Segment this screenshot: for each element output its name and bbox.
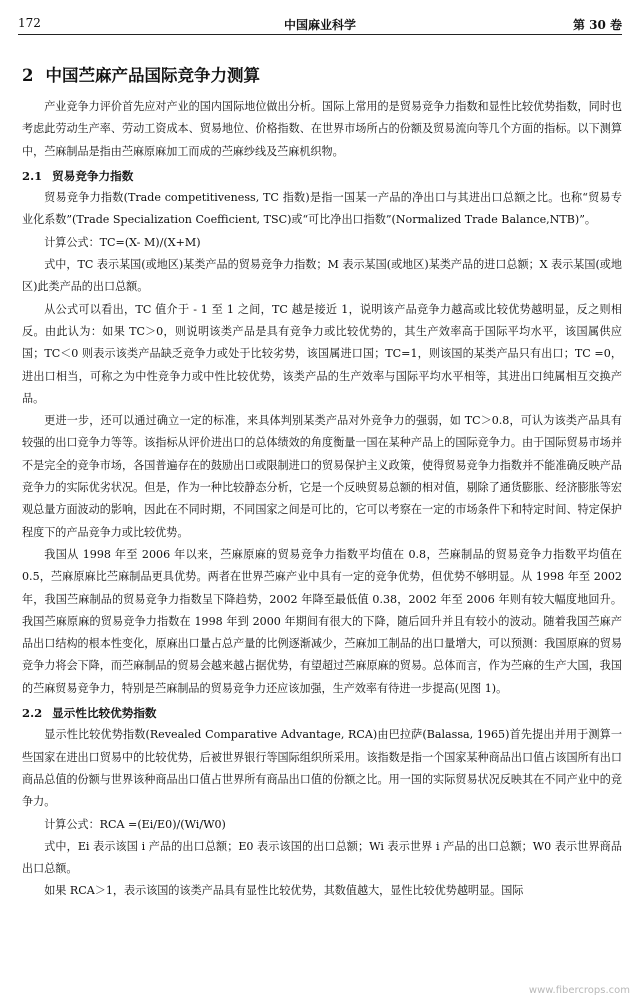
- page-number: 172: [18, 16, 41, 30]
- rca-variables-paragraph: 式中，Ei 表示该国 i 产品的出口总额；E0 表示该国的出口总额；Wi 表示世界 i 产品的出口总额；W0 表示世界商品出口总额。: [22, 839, 622, 876]
- rca-definition-paragraph: 显示性比较优势指数(Revealed Comparative Advantage, RCA)由巴拉萨(Balassa, 1965)首先提出并用于测算一些国家在进出口贸易中的比较优势，后被世界银行等国际组织所采用。该指数是指一个国家某种商品出口值占该国所有出口商品总值的份额与世界该种商品出口值占世界所有商品出口值的份额之比。用一国的实际贸易状况反映其在不同产业中的竞争力。: [22, 728, 622, 809]
- tc-china-paragraph: 我国从 1998 年至 2006 年以来，苎麻原麻的贸易竞争力指数平均值在 0.8，苎麻制品的贸易竞争力指数平均值在 0.5，苎麻原麻比苎麻制品更具优势。两者在世界苎麻产业中具有一定的竞争优势，但优势不够明显。从 1998 年至 2002 年，我国苎麻制品的贸易竞争力指数呈下降趋势，2002 年降至最低值 0.38，2002 年至 2006 年则有较大幅度地回升。我国苎麻原麻的贸易竞争力指数在 1998 年到 2000 年期间有很大的下降，随后回升并且有较小的波动。随着我国苎麻产品出口结构的根本性变化，原麻出口量占总产量的比例逐渐减少，苎麻加工制品的出口量增大，可以预测：我国原麻的贸易竞争力将会下降，而苎麻制品的贸易会越来越占据优势，有望超过苎麻原麻的贸易。总体而言，作为苎麻的生产大国，我国的苎麻贸易竞争力，特别是苎麻制品的贸易竞争力还应该加强，生产效率有待进一步提高(见图 1)。: [22, 547, 622, 695]
- intro-paragraph: 产业竞争力评价首先应对产业的国内国际地位做出分析。国际上常用的是贸易竞争力指数和显性比较优势指数，同时也考虑此劳动生产率、劳动工资成本、贸易地位、价格指数、在世界市场所占的份额及贸易流向等几个方面的指标。以下测算中，苎麻制品是指由苎麻原麻加工而成的苎麻纱线及苎麻机织物。: [22, 100, 622, 158]
- tc-definition-paragraph: 贸易竞争力指数(Trade competitiveness, TC 指数)是指一国某一产品的净出口与其进出口总额之比。也称“贸易专业化系数”(Trade Specialization Coefficient, TSC)或“可比净出口指数”(Normalized Trade Balance,NTB)”。: [22, 191, 622, 227]
- subsection-heading-2-2: 2.2 显示性比较优势指数: [22, 706, 157, 721]
- tc-variables-paragraph: 式中，TC 表示某国(或地区)某类产品的贸易竞争力指数；M 表示某国(或地区)某类产品的进口总额；X 表示某国(或地区)此类产品的出口总额。: [22, 258, 622, 294]
- tc-formula: 计算公式：TC=(X- M)/(X+M): [44, 235, 201, 249]
- volume-label: 第 30 卷: [572, 18, 622, 32]
- section-number: 2: [22, 66, 34, 85]
- tc-analysis-paragraph: 从公式可以看出，TC 值介于 - 1 至 1 之间，TC 越是接近 1，说明该产品竞争力越高或比较优势越明显，反之则相反。由此认为：如果 TC＞0，则说明该类产品是具有竞争力或比较优势的，其生产效率高于国际平均水平，该国属供应国；TC＜0 则表示该类产品缺乏竞争力或处于比较劣势，该国属进口国；TC=1，则该国的某类产品只有出口；TC =0，进出口相当，可称之为中性竞争力或中性比较优势，该类产品的生产效率与国际平均水平相等，其进出口纯属相互交换产品。: [22, 302, 622, 405]
- running-header: [18, 12, 622, 35]
- tc-further-paragraph: 更进一步，还可以通过确立一定的标准，来具体判别某类产品对外竞争力的强弱，如 TC＞0.8，可认为该类产品具有较强的出口竞争力等等。该指标从评价进出口的总体绩效的角度衡量一国在某种产品上的国际竞争力。由于国际贸易市场并不是完全的竞争市场，各国普遍存在的鼓励出口或限制进口的贸易保护主义政策，使得贸易竞争力指数并不能准确反映产品竞争力的实际优劣状况。但是，作为一种比较静态分析，它是一个反映贸易总额的相对值，剔除了通货膨胀、经济膨胀等宏观总量方面波动的影响，因此在不同时期，不同国家之间是可比的，它可以考察在一定的市场条件下和特定时间、特定保护程度下的产品竞争力或比较优势。: [22, 414, 622, 539]
- rca-condition-paragraph: 如果 RCA＞1，表示该国的该类产品具有显性比较优势，其数值越大，显性比较优势越明显。国际: [44, 884, 524, 898]
- rca-formula: 计算公式：RCA =(Ei/E0)/(Wi/W0): [44, 817, 226, 831]
- subsection-heading-2-1: 2.1 贸易竞争力指数: [22, 168, 134, 183]
- watermark: www.fibercrops.com: [528, 985, 630, 996]
- section-heading: [22, 62, 622, 86]
- body-text: [22, 96, 622, 903]
- section-title: 中国苎麻产品国际竞争力测算: [45, 66, 260, 85]
- journal-name: 中国麻业科学: [283, 18, 356, 32]
